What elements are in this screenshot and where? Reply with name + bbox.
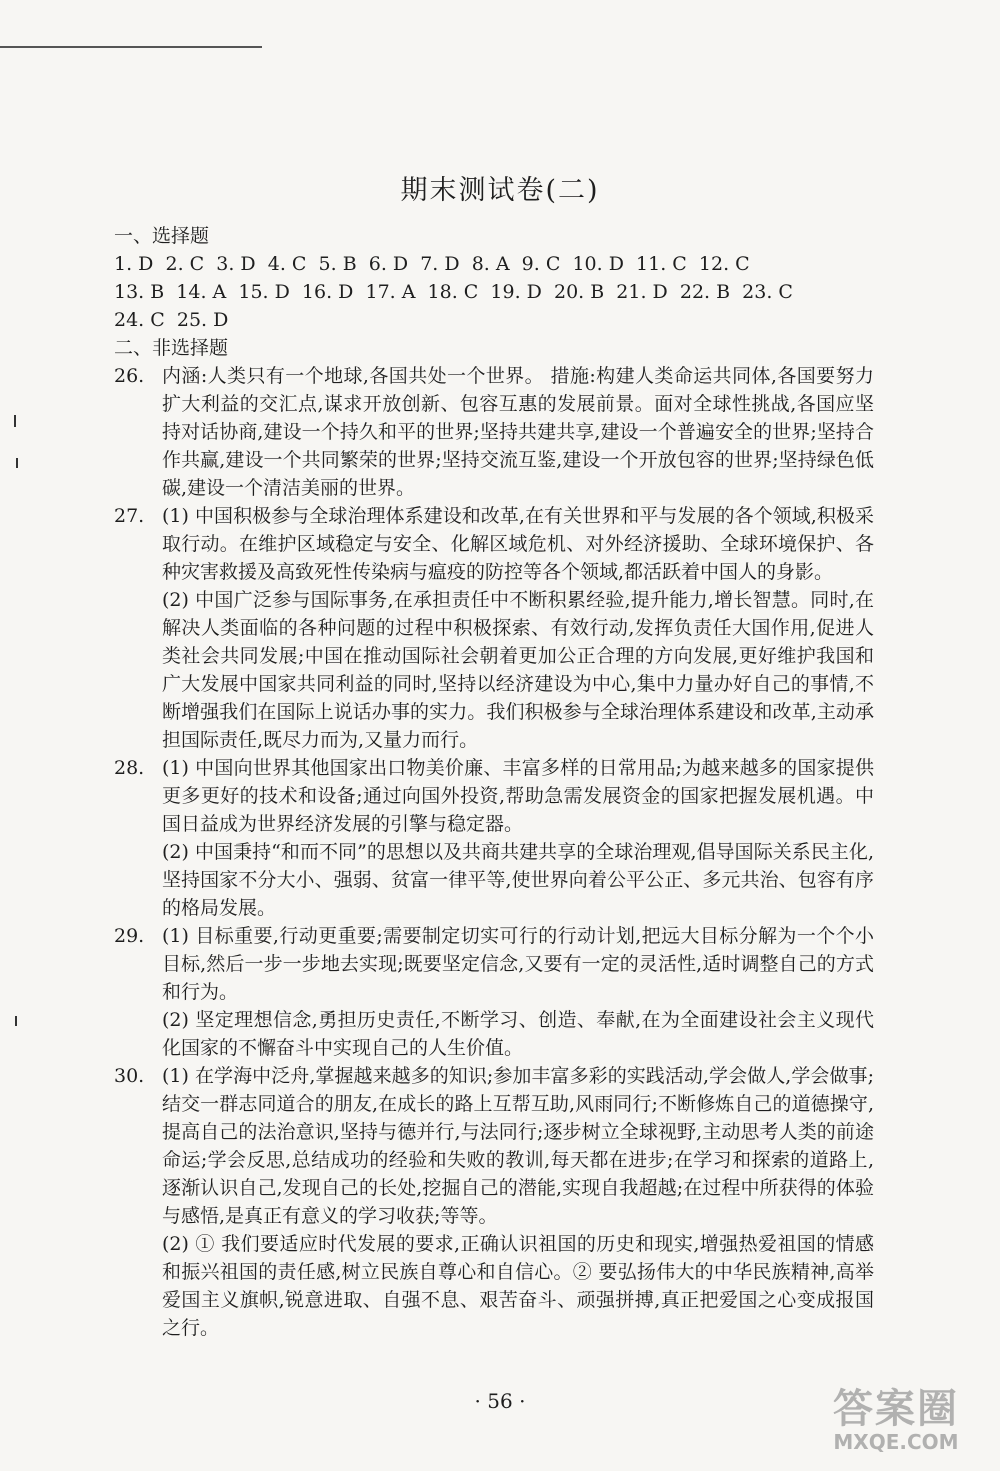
watermark-url: MXQE.COM (833, 1430, 959, 1454)
question-29 (114, 922, 874, 1062)
question-number: 29. (114, 925, 145, 947)
question-number: 26. (114, 365, 145, 387)
question-28 (114, 754, 874, 922)
page-number: · 56 · (474, 1389, 526, 1413)
answer-part-1: (1) 中国向世界其他国家出口物美价廉、丰富多样的日常用品;为越来越多的国家提供更多更好的技术和设备;通过向国外投资,帮助急需发展资金的国家把握发展机遇。中国日益成为世界经济发展的引擎与稳定器。 (162, 757, 874, 835)
question-number: 30. (114, 1065, 145, 1087)
question-number: 27. (114, 505, 145, 527)
answer-part-2: (2) ① 我们要适应时代发展的要求,正确认识祖国的历史和现实,增强热爱祖国的情感和振兴祖国的责任感,树立民族自尊心和自信心。② 要弘扬伟大的中华民族精神,高举爱国主义旗帜,锐意进取、自强不息、艰苦奋斗、顽强拼搏,真正把爱国之心变成报国之行。 (162, 1233, 874, 1339)
question-26 (114, 362, 874, 502)
question-27 (114, 502, 874, 754)
choice-answers-line: 24. C 25. D (114, 309, 229, 331)
margin-mark (16, 458, 18, 468)
question-number: 28. (114, 757, 145, 779)
answer-part-1: (1) 中国积极参与全球治理体系建设和改革,在有关世界和平与发展的各个领域,积极采取行动。在维护区域稳定与安全、化解区域危机、对外经济援助、全球环境保护、各种灾害救援及高致死性传染病与瘟疫的防控等各个领域,都活跃着中国人的身影。 (162, 505, 874, 583)
margin-mark (14, 415, 16, 427)
question-30 (114, 1062, 874, 1342)
page-title: 期末测试卷(二) (400, 175, 600, 206)
answer-content (114, 222, 874, 1342)
nonchoice-section-heading: 二、非选择题 (114, 337, 229, 359)
answer-part-2: (2) 中国秉持“和而不同”的思想以及共商共建共享的全球治理观,倡导国际关系民主化,坚持国家不分大小、强弱、贫富一律平等,使世界向着公平公正、多元共治、包容有序的格局发展。 (162, 841, 874, 919)
watermark-text: 答案圈 (833, 1386, 959, 1432)
choice-section-heading: 一、选择题 (114, 225, 210, 247)
watermark-logo (816, 1387, 976, 1457)
choice-answers-line: 13. B 14. A 15. D 16. D 17. A 18. C 19. D 20. B 21. D 22. B 23. C (114, 281, 793, 303)
answer-paragraph: 内涵:人类只有一个地球,各国共处一个世界。 措施:构建人类命运共同体,各国要努力扩大利益的交汇点,谋求开放创新、包容互惠的发展前景。面对全球性挑战,各国应坚持对话协商,建设一个持久和平的世界;坚持共建共享,建设一个普遍安全的世界;坚持合作共赢,建设一个共同繁荣的世界;坚持交流互鉴,建设一个开放包容的世界;坚持绿色低碳,建设一个清洁美丽的世界。 (162, 365, 874, 499)
answer-part-1: (1) 在学海中泛舟,掌握越来越多的知识;参加丰富多彩的实践活动,学会做人,学会做事;结交一群志同道合的朋友,在成长的路上互帮互助,风雨同行;不断修炼自己的道德操守,提高自己的法治意识,坚持与德并行,与法同行;逐步树立全球视野,主动思考人类的前途命运;学会反思,总结成功的经验和失败的教训,每天都在进步;在学习和探索的道路上,逐渐认识自己,发现自己的长处,挖掘自己的潜能,实现自我超越;在过程中所获得的体验与感悟,是真正有意义的学习收获;等等。 (162, 1065, 874, 1227)
margin-mark (15, 1016, 17, 1026)
answer-part-2: (2) 中国广泛参与国际事务,在承担责任中不断积累经验,提升能力,增长智慧。同时,在解决人类面临的各种问题的过程中积极探索、有效行动,发挥负责任大国作用,促进人类社会共同发展;中国在推动国际社会朝着更加公正合理的方向发展,更好维护我国和广大发展中国家共同利益的同时,坚持以经济建设为中心,集中力量办好自己的事情,不断增强我们在国际上说话办事的实力。我们积极参与全球治理体系建设和改革,主动承担国际责任,既尽力而为,又量力而行。 (162, 589, 874, 751)
choice-answers-line: 1. D 2. C 3. D 4. C 5. B 6. D 7. D 8. A 9. C 10. D 11. C 12. C (114, 253, 750, 275)
top-rule (0, 46, 262, 48)
answer-part-2: (2) 坚定理想信念,勇担历史责任,不断学习、创造、奉献,在为全面建设社会主义现代化国家的不懈奋斗中实现自己的人生价值。 (162, 1009, 874, 1059)
answer-part-1: (1) 目标重要,行动更重要;需要制定切实可行的行动计划,把远大目标分解为一个个小目标,然后一步一步地去实现;既要坚定信念,又要有一定的灵活性,适时调整自己的方式和行为。 (162, 925, 874, 1003)
